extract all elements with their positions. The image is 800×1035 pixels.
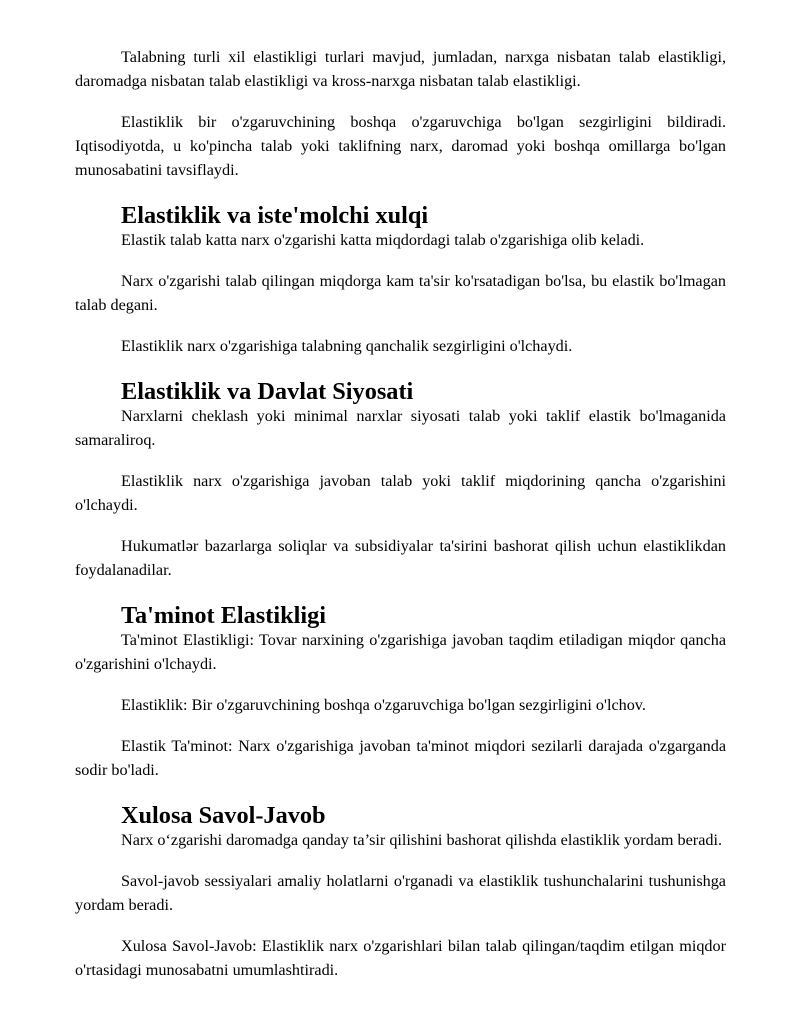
paragraph-quantity-change: Elastiklik narx o'zgarishiga javoban talab yoki taklif miqdorining qancha o'zgarishini o'lchaydi. — [75, 472, 726, 514]
paragraph-elasticity-definition: Elastiklik bir o'zgaruvchining boshqa o'zgaruvchiga bo'lgan sezgirligini bildiradi. Iqtisodiyotda, u ko'pincha talab yoki taklifning narx, daromad yoki boshqa omillarga bo'lgan munosabatini tavsiflaydi. — [75, 113, 726, 179]
document-page — [75, 0, 726, 982]
paragraph-price-controls: Narxlarni cheklash yoki minimal narxlar siyosati talab yoki taklif elastik bo'lmaganida samaraliroq. — [75, 407, 726, 449]
paragraph-price-sensitivity: Elastiklik narx o'zgarishiga talabning qanchalik sezgirligini o'lchaydi. — [121, 337, 573, 355]
paragraph-conclusion-summary: Xulosa Savol-Javob: Elastiklik narx o'zgarishlari bilan talab qilingan/taqdim etilgan miqdor o'rtasidagi munosabatni umumlashtiradi. — [75, 937, 726, 979]
paragraph-elastic-supply: Elastik Ta'minot: Narx o'zgarishiga javoban ta'minot miqdori sezilarli darajada o'zgarganda sodir bo'ladi. — [75, 737, 726, 779]
heading-consumer-behavior: Elastiklik va iste'molchi xulqi — [121, 202, 429, 229]
paragraph-elasticity-measure: Elastiklik: Bir o'zgaruvchining boshqa o'zgaruvchiga bo'lgan sezgirligini o'lchov. — [121, 696, 646, 714]
paragraph-inelastic-demand: Narx o'zgarishi talab qilingan miqdorga kam ta'sir ko'rsatadigan bo'lsa, bu elastik bo'lmagan talab degani. — [75, 272, 726, 314]
paragraph-supply-definition: Ta'minot Elastikligi: Tovar narxining o'zgarishiga javoban taqdim etiladigan miqdor qancha o'zgarishini o'lchaydi. — [75, 631, 726, 673]
paragraph-revenue-prediction: Narx o‘zgarishi daromadga qanday ta’sir qilishini bashorat qilishda elastiklik yordam beradi. — [121, 831, 723, 849]
paragraph-taxes-subsidies: Hukumatlər bazarlarga soliqlar va subsidiyalar ta'sirini bashorat qilish uchun elastiklikdan foydalanadilar. — [75, 537, 726, 579]
heading-supply-elasticity: Ta'minot Elastikligi — [121, 602, 327, 629]
paragraph-elasticity-types: Talabning turli xil elastikligi turlari mavjud, jumladan, narxga nisbatan talab elastikligi, daromadga nisbatan talab elastikligi va kross-narxga nisbatan talab elastikligi. — [75, 48, 726, 90]
heading-conclusion-qa: Xulosa Savol-Javob — [121, 802, 326, 829]
paragraph-qa-sessions: Savol-javob sessiyalari amaliy holatlarni o'rganadi va elastiklik tushunchalarini tushunishga yordam beradi. — [75, 872, 726, 914]
heading-government-policy: Elastiklik va Davlat Siyosati — [121, 378, 414, 405]
paragraph-elastic-demand: Elastik talab katta narx o'zgarishi katta miqdordagi talab o'zgarishiga olib keladi. — [121, 231, 645, 249]
